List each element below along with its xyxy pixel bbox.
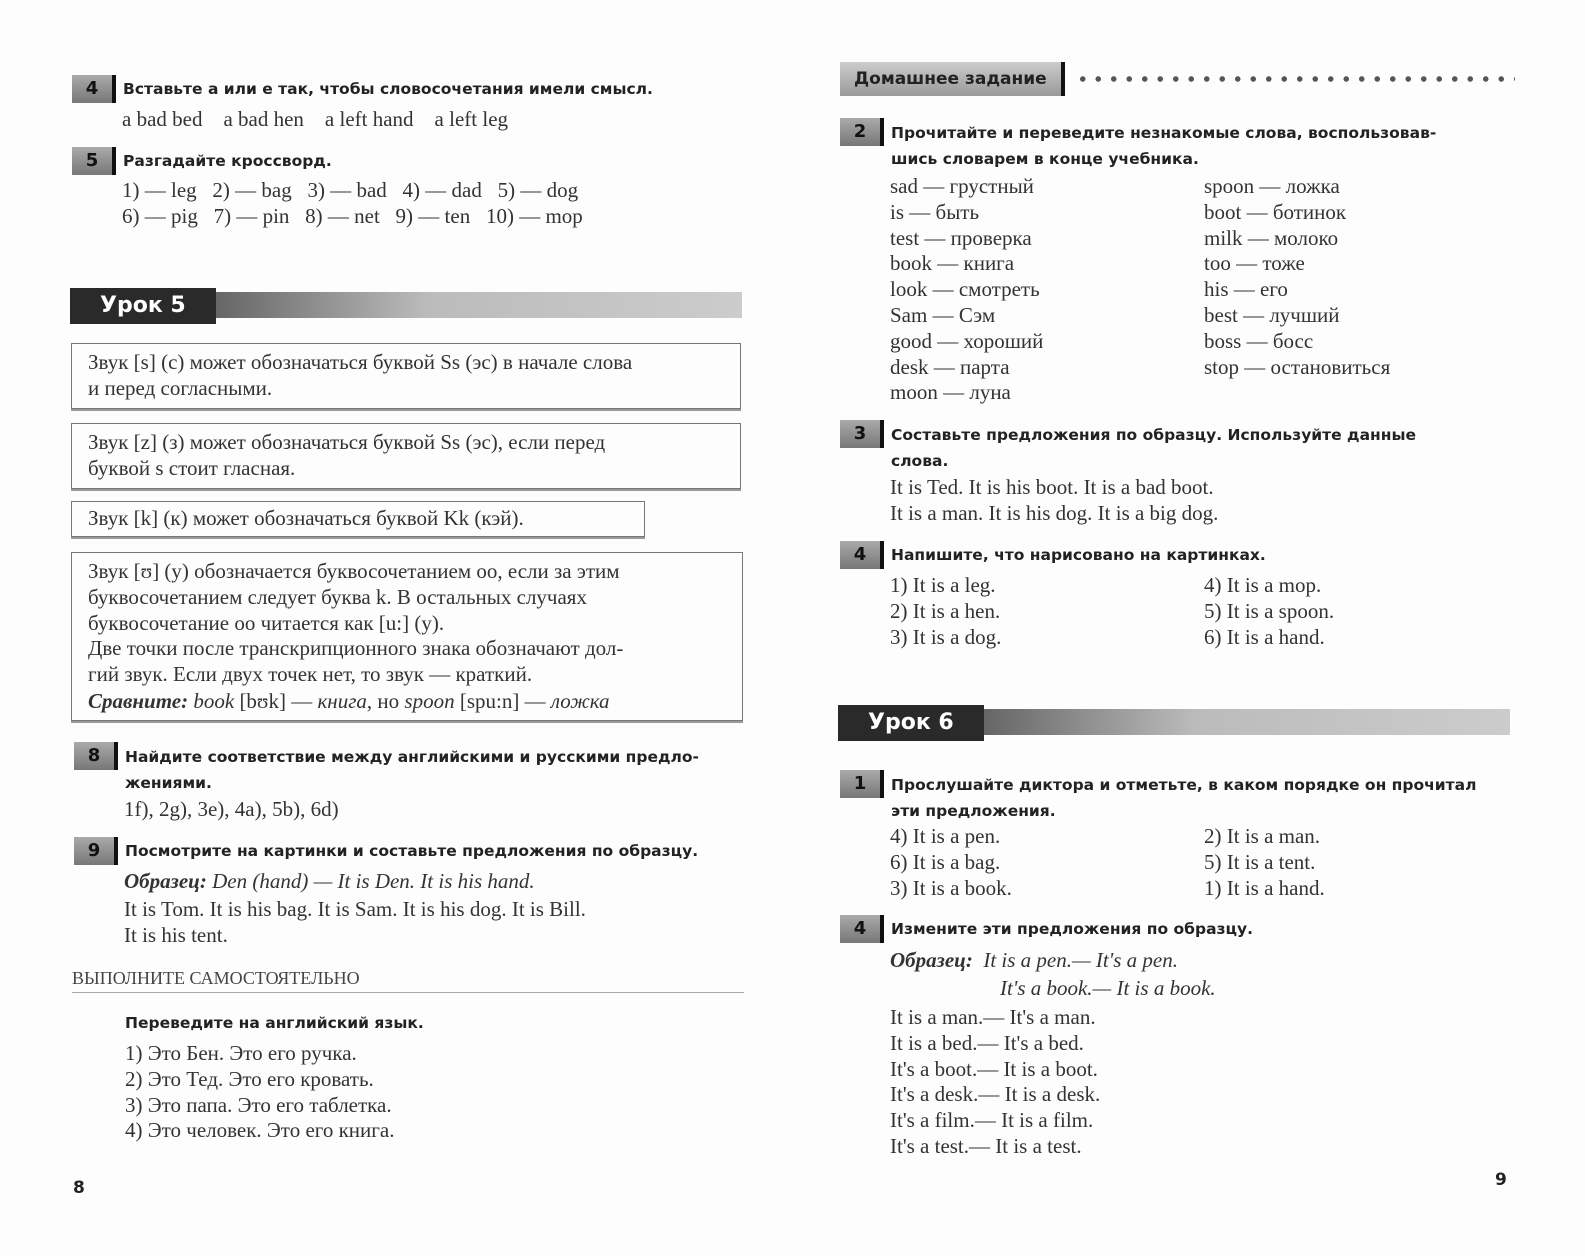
rule-box [71,343,741,409]
compare-label: Сравните: [88,688,189,713]
exercise-answers [890,475,1218,527]
answer-line: It is Tom. It is his bag. It is Sam. It is his dog. It is Bill. [124,897,586,921]
transcription: [bʊk] — [239,688,313,713]
vocab-item: test — проверка [890,225,1032,250]
exercise-instruction [891,773,1476,825]
translate-item: 2) Это Тед. Это его кровать. [125,1066,374,1091]
sample [890,948,1178,974]
answer-line: 2) It is a hen. [890,598,1001,623]
rule-line: буквосочетанием следует буква k. В остальных случаях [88,584,587,609]
answer-column [890,573,1001,650]
exercise-instruction: Вставьте a или e так, чтобы словосочетания имели смысл. [123,80,653,98]
exercise-number: 4 [840,541,884,569]
vocab-column [890,174,1043,406]
translate-list [125,1041,394,1144]
answer-line: It's a desk.— It is a desk. [890,1082,1101,1107]
vocab-item: his — его [1204,277,1288,302]
rule-line: буквой s стоит гласная. [88,455,296,480]
translation: ложка [550,688,610,713]
rule-line: Звук [s] (с) может обозначаться буквой Ss (эс) в начале слова [88,350,633,374]
answer-line: 6) It is a bag. [890,849,1001,874]
lesson-title: Урок 5 [70,288,216,324]
exercise-number: 4 [72,75,116,103]
answer-line: It is a man.— It's a man. [890,1005,1096,1029]
word: book [193,688,235,713]
answer-line: 2) It is a man. [1204,824,1321,848]
translation: книга [317,688,367,713]
homework-header [840,62,1515,96]
answer-line: It is his tent. [124,922,228,947]
sample-text: Den (hand) — It is Den. It is his hand. [212,869,535,893]
exercise-instruction [891,423,1416,475]
instruction-line: шись словарем в конце учебника. [891,149,1199,168]
sample-label: Образец: [890,948,973,972]
rule-line: гий звук. Если двух точек нет, то звук — краткий. [88,662,533,687]
exercise-number: 3 [840,420,884,448]
lesson-header [838,705,1510,741]
answer-line: It is Ted. It is his boot. It is a bad boot. [890,475,1214,499]
vocab-item: best — лучший [1204,302,1340,327]
instruction-line: Прослушайте диктора и отметьте, в каком порядке он прочитал [891,776,1477,794]
vocab-item: book — книга [890,251,1015,276]
answer-line: 4) It is a mop. [1204,573,1322,597]
lesson-title: Урок 6 [838,705,984,741]
rule-line: Звук [ʊ] (у) обозначается буквосочетанием oo, если за этим [88,559,620,583]
exercise-instruction [125,745,699,797]
instruction-line: Найдите соответствие между английскими и русскими предло- [125,748,699,766]
exercise-instruction: Напишите, что нарисовано на картинках. [891,546,1266,564]
compare-line [88,688,726,714]
rule-line: Две точки после транскрипционного знака обозначают дол- [88,636,624,661]
answer-column [1204,824,1325,901]
vocab-item: is — быть [890,199,980,224]
transcription: [spu:n] — [459,688,546,713]
vocab-item: stop — остановиться [1204,354,1391,379]
rule-box [71,552,743,721]
exercise-number: 5 [72,147,116,175]
exercise-number: 4 [840,915,884,943]
answer-line: 5) It is a tent. [1204,849,1316,874]
rule-line: Звук [k] (к) может обозначаться буквой Kk (кэй). [88,506,524,530]
exercise-number: 9 [74,837,118,865]
rule-line: и перед согласными. [88,375,273,400]
sample [124,869,535,895]
vocab-item: too — тоже [1204,251,1305,276]
exercise-instruction [891,121,1436,173]
instruction-line: слова. [891,451,949,470]
section-heading: ВЫПОЛНИТЕ САМОСТОЯТЕЛЬНО [72,968,744,993]
answer-line: It's a test.— It is a test. [890,1133,1082,1158]
crossword-answers [122,178,583,230]
answer-line: 6) — pig 7) — pin 8) — net 9) — ten 10) — mop [122,203,583,228]
answer-line: 1) — leg 2) — bag 3) — bad 4) — dad 5) — dog [122,178,579,202]
vocab-item: milk — молоко [1204,225,1339,250]
vocab-item: boss — босс [1204,328,1314,353]
exercise-number: 8 [74,742,118,770]
sample-label: Образец: [124,869,207,893]
vocab-item: moon — луна [890,380,1011,405]
rule-box [71,501,645,537]
exercise-number: 1 [840,770,884,798]
instruction-line: Составьте предложения по образцу. Используйте данные [891,426,1416,444]
conjunction: , но [366,688,400,713]
answer-line: It's a film.— It is a film. [890,1108,1094,1133]
exercise-answers [124,897,586,949]
translate-item: 1) Это Бен. Это его ручка. [125,1041,357,1065]
page-number: 8 [73,1178,85,1198]
answer-line: 3) It is a book. [890,875,1012,900]
vocab-item: boot — ботинок [1204,199,1347,224]
word: spoon [404,688,455,713]
answer-line: It's a boot.— It is a boot. [890,1056,1098,1081]
homework-title: Домашнее задание [840,62,1065,96]
vocab-column [1204,174,1390,380]
lesson-bar [984,709,1510,735]
instruction-line: Прочитайте и переведите незнакомые слова, воспользовав- [891,124,1437,142]
exercise-answer: 1f), 2g), 3e), 4a), 5b), 6d) [124,797,339,821]
lesson-header [70,288,742,324]
vocab-item: sad — грустный [890,174,1034,198]
translate-item: 3) Это папа. Это его таблетка. [125,1092,392,1117]
instruction-line: жениями. [125,773,212,792]
answer-line: It is a bed.— It's a bed. [890,1030,1084,1055]
rule-box [71,423,741,489]
answer-line: 1) It is a leg. [890,573,996,597]
instruction-line: эти предложения. [891,801,1056,820]
vocab-item: look — смотреть [890,277,1040,302]
sample-text: It's a book.— It is a book. [1000,976,1216,1000]
sample-text: It is a pen.— It's a pen. [983,948,1178,972]
exercise-instruction: Переведите на английский язык. [125,1014,424,1032]
exercise-instruction: Разгадайте кроссворд. [123,152,332,170]
exercise-instruction: Посмотрите на картинки и составьте предложения по образцу. [125,842,699,860]
exercise-number: 2 [840,118,884,146]
vocab-item: desk — парта [890,354,1010,379]
sample-text [1000,976,1216,1002]
exercise-instruction: Измените эти предложения по образцу. [891,920,1254,938]
answer-line: 6) It is a hand. [1204,624,1325,649]
exercise-answer: a bad bed a bad hen a left hand a left leg [122,107,509,131]
rule-line: Звук [z] (з) может обозначаться буквой Ss (эс), если перед [88,430,606,454]
answer-column [890,824,1012,901]
vocab-item: Sam — Сэм [890,302,996,327]
translate-item: 4) Это человек. Это его книга. [125,1118,395,1143]
dotted-line [1075,75,1515,83]
page-number: 9 [1495,1170,1507,1190]
rule-line: буквосочетание oo читается как [u:] (у). [88,610,445,635]
answer-line: 5) It is a spoon. [1204,598,1335,623]
answer-line: It is a man. It is his dog. It is a big dog. [890,500,1219,525]
answer-column [1204,573,1334,650]
answer-line: 3) It is a dog. [890,624,1002,649]
rule-lines [88,559,726,688]
vocab-item: spoon — ложка [1204,174,1340,198]
vocab-item: good — хороший [890,328,1044,353]
exercise-answers [890,1005,1100,1160]
lesson-bar [216,292,742,318]
answer-line: 4) It is a pen. [890,824,1001,848]
answer-line: 1) It is a hand. [1204,875,1325,900]
